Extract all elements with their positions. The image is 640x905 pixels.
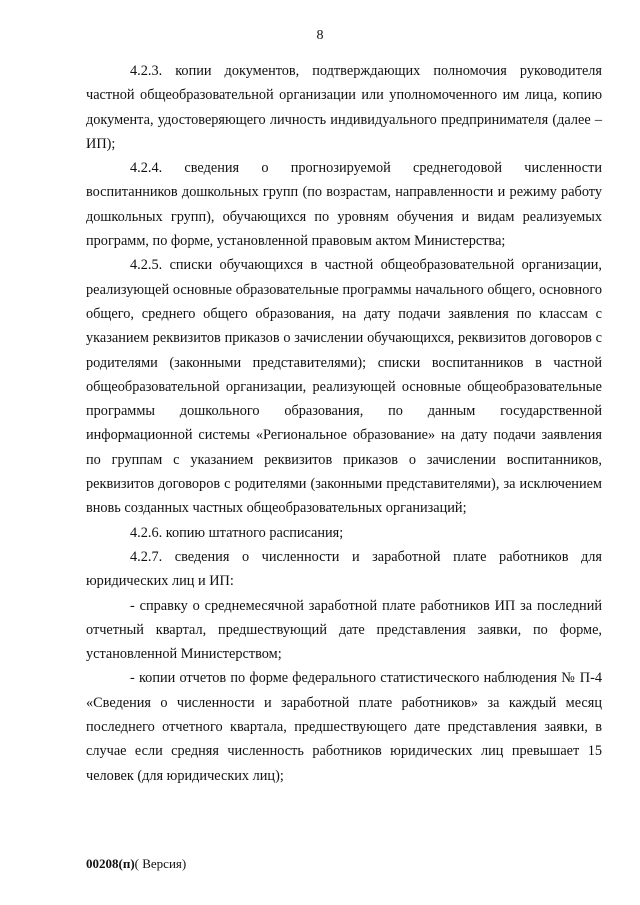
- paragraph-4-2-5: 4.2.5. списки обучающихся в частной общеобразовательной организации, реализующей основные образовательные программы начального общего, основного общего, среднего общего образования, на дату подачи заявления по классам с указанием реквизитов приказов о зачислении обучающихся, реквизитов договоров с родителями (законными представителями); списки воспитанников в частной общеобразовательной организации, реализующей основные общеобразовательные программы дошкольного образования, по данным государственной информационной системы «Региональное образование» на дату подачи заявления по группам с указанием реквизитов приказов о зачислении воспитанников, реквизитов договоров с родителями (законными представителями), за исключением вновь созданных частных общеобразовательных организаций;: [86, 257, 602, 517]
- paragraph-4-2-4: 4.2.4. сведения о прогнозируемой среднегодовой численности воспитанников дошкольных групп (по возрастам, направленности и режиму работу дошкольных групп), обучающихся по уровням обучения и видам реализуемых программ, по форме, установленной правовым актом Министерства;: [86, 160, 602, 250]
- paragraph-4-2-6: 4.2.6. копию штатного расписания;: [130, 524, 344, 541]
- paragraph-4-2-7: 4.2.7. сведения о численности и заработной плате работников для юридических лиц и ИП:: [86, 548, 602, 590]
- paragraph-4-2-3: 4.2.3. копии документов, подтверждающих полномочия руководителя частной общеобразовательной организации или уполномоченного им лица, копию документа, удостоверяющего личность индивидуального предпринимателя (далее – ИП);: [86, 63, 602, 152]
- footer-code-number: 00208(п): [86, 856, 135, 871]
- list-item-salary-certificate: - справку о среднемесячной заработной плате работников ИП за последний отчетный квартал, предшествующий дате представления заявки, по форме, установленной Министерством;: [86, 597, 602, 663]
- footer-document-code: [86, 856, 186, 872]
- list-item-p4-reports: - копии отчетов по форме федерального статистического наблюдения № П-4 «Сведения о численности и заработной плате работников» за каждый месяц последнего отчетного квартала, предшествующего дате представления заявки, в случае если средняя численность работников юридических лиц превышает 15 человек (для юридических лиц);: [86, 670, 602, 784]
- footer-version-label: ( Версия): [134, 856, 187, 871]
- page-number: 8: [316, 28, 324, 43]
- document-body: [86, 59, 602, 788]
